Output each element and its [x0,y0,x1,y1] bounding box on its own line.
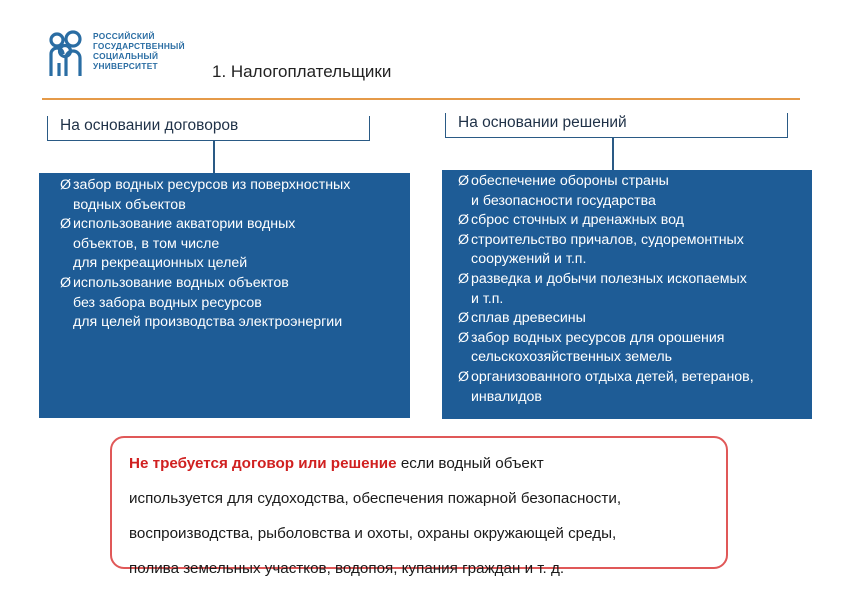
connector-line [612,138,614,170]
arrow-bullet-icon: Ø [458,270,470,287]
arrow-bullet-icon: Ø [60,274,72,291]
contract-item [60,215,404,274]
bullet-line: инвалидов [471,388,542,405]
arrow-bullet-icon: Ø [60,216,72,233]
bullet-line: сельскохозяйственных земель [471,349,672,366]
bullet-line: обеспечение обороны страны [471,173,669,189]
header-divider [42,98,800,100]
bullet-line: использование акватории водных [73,216,296,233]
bullet-line: для целей производства электроэнергии [73,314,343,331]
decision-item [458,211,808,231]
arrow-bullet-icon: Ø [458,231,470,248]
bullet-line: использование водных объектов [73,274,289,291]
arrow-bullet-icon: Ø [458,368,470,385]
decisions-list [442,170,812,419]
arrow-bullet-icon: Ø [458,329,470,346]
bullet-line: строительство причалов, судоремонтных [471,231,744,248]
people-family-icon [46,30,88,78]
bullet-line: сброс сточных и дренажных вод [471,212,684,229]
bullet-line: и безопасности государства [471,192,656,209]
decision-item [458,231,808,270]
decisions-header: На основании решений [445,113,788,138]
bullet-line: организованного отдыха детей, ветеранов, [471,368,754,385]
arrow-bullet-icon: Ø [458,212,470,229]
bullet-line: для рекреационных целей [73,255,248,272]
logo-line: СОЦИАЛЬНЫЙ [93,51,159,61]
bullet-line: забор водных ресурсов для орошения [471,329,725,346]
bullet-line: без забора водных ресурсов [73,294,262,311]
arrow-bullet-icon: Ø [458,173,470,189]
logo-line: УНИВЕРСИТЕТ [93,61,158,71]
bullet-line: разведка и добычи полезных ископаемых [471,270,747,287]
connector-line [213,141,215,173]
bullet-line: сплав древесины [471,310,586,327]
arrow-bullet-icon: Ø [60,177,72,193]
bullet-line: сооружений и т.п. [471,251,587,268]
note-line: используется для судоходства, обеспечения пожарной безопасности, [129,490,622,507]
decision-item [458,368,808,407]
bullet-line: объектов, в том числе [73,235,220,252]
note-line: воспроизводства, рыболовства и охоты, охраны окружающей среды, [129,525,617,542]
arrow-bullet-icon: Ø [458,310,470,327]
bullet-line: и т.п. [471,290,504,307]
bullet-line: водных объектов [73,196,186,213]
decision-item [458,270,808,309]
bullet-line: забор водных ресурсов из поверхностных [73,177,351,193]
contracts-list [39,173,410,418]
decision-item [458,172,808,211]
contract-item [60,176,404,215]
note-line [129,446,714,481]
logo-line: РОССИЙСКИЙ [93,31,155,41]
logo-line: ГОСУДАРСТВЕННЫЙ [93,41,185,51]
university-name [93,31,185,71]
exemption-note [110,436,728,577]
page-title: 1. Налогоплательщики [212,62,392,81]
note-highlight: Не требуется договор или решение [129,455,397,472]
contract-item [60,274,404,333]
decision-item [458,329,808,368]
university-logo [46,30,196,80]
note-text: если водный объект [396,455,544,472]
contracts-header: На основании договоров [47,116,370,141]
note-line: полива земельных участков, водопоя, купания граждан и т. д. [129,560,565,577]
decision-item [458,309,808,329]
